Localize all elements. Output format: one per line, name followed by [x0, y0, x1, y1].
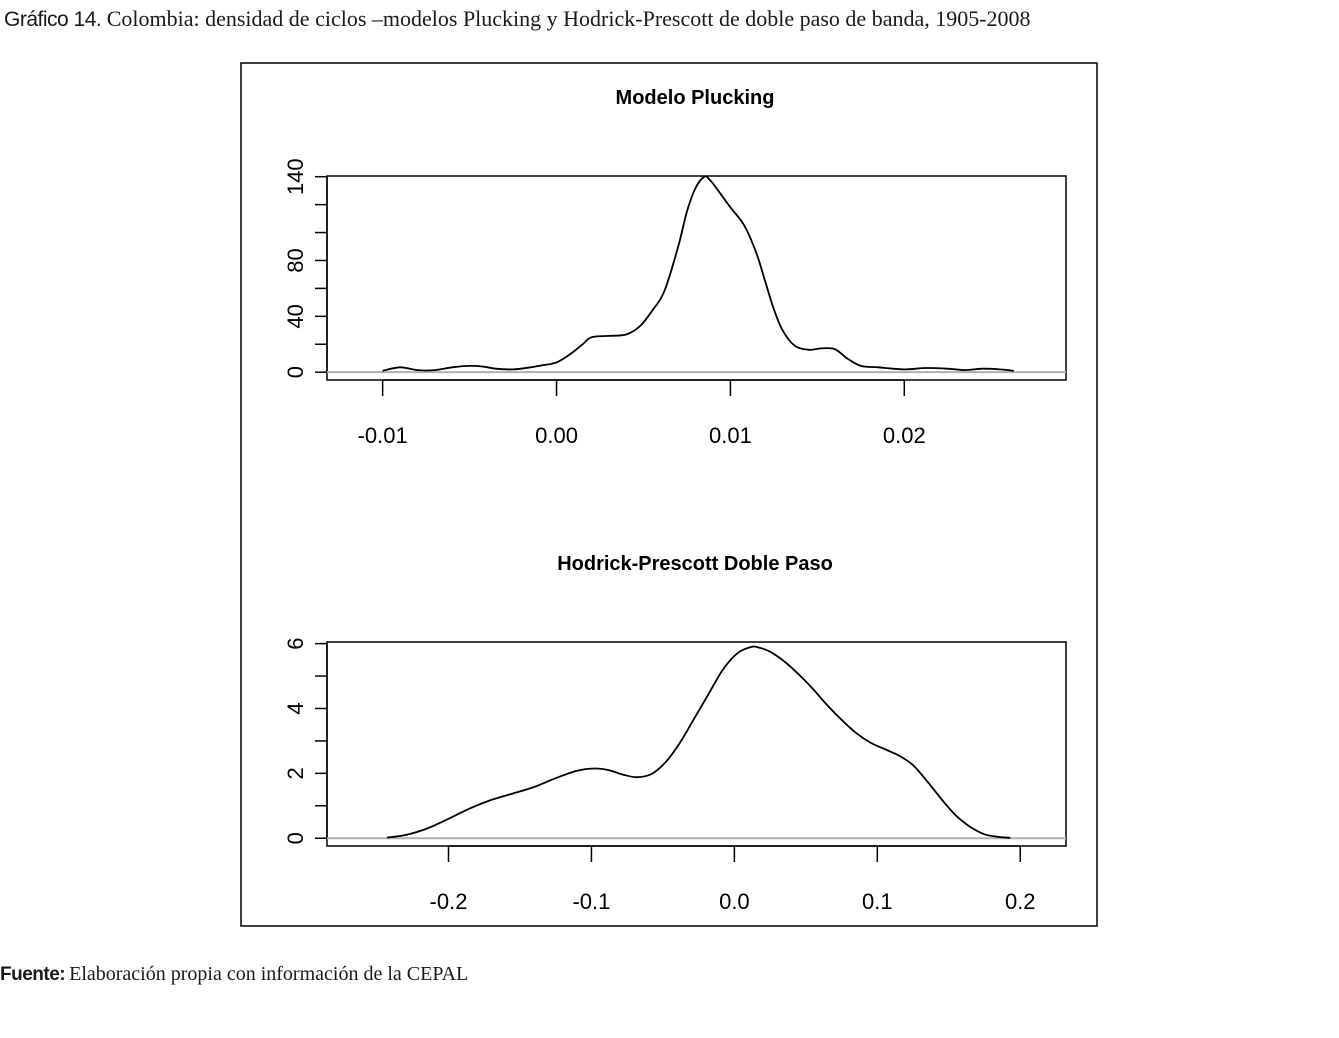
plot-box [327, 176, 1066, 380]
density-line [383, 176, 1014, 371]
x-axis [430, 846, 1036, 914]
source-text: Elaboración propia con información de la CEPAL [69, 963, 469, 985]
x-tick-label: -0.01 [357, 423, 408, 448]
panel-modelo-plucking [283, 87, 1066, 448]
panel-title: Modelo Plucking [615, 87, 775, 109]
x-tick-label: 0.00 [535, 423, 578, 448]
density-line [387, 646, 1010, 837]
y-tick-label: 0 [282, 366, 308, 379]
panel-hodrick-prescott [283, 553, 1066, 914]
y-tick-label: 4 [282, 702, 308, 715]
figure-frame [241, 63, 1097, 926]
y-axis [283, 637, 327, 844]
y-tick-label: 2 [282, 767, 308, 780]
y-tick-label: 40 [282, 304, 308, 329]
y-tick-label: 6 [282, 637, 308, 650]
x-tick-label: 0.2 [1004, 889, 1036, 914]
y-tick-label: 80 [282, 248, 308, 273]
x-axis [358, 380, 926, 448]
x-tick-label: 0.02 [882, 423, 926, 448]
x-tick-label: -0.1 [572, 889, 611, 914]
source-label: Fuente: [0, 964, 66, 985]
x-tick-label: 0.1 [862, 889, 893, 914]
y-tick-label: 140 [282, 158, 308, 196]
x-tick-label: -0.2 [429, 889, 468, 914]
plot-area [327, 176, 1066, 372]
caption-label: Gráfico 14. [4, 8, 102, 31]
y-tick-label: 0 [282, 832, 308, 845]
x-tick-label: 0.0 [719, 889, 750, 914]
figure-source [0, 963, 468, 986]
plot-area [327, 646, 1066, 838]
y-axis [283, 158, 327, 378]
caption-text: Colombia: densidad de ciclos –modelos Plucking y Hodrick-Prescott de doble paso de banda, 1905-2008 [106, 6, 1031, 31]
x-tick-label: 0.01 [708, 423, 752, 448]
panel-title: Hodrick-Prescott Doble Paso [557, 553, 833, 575]
